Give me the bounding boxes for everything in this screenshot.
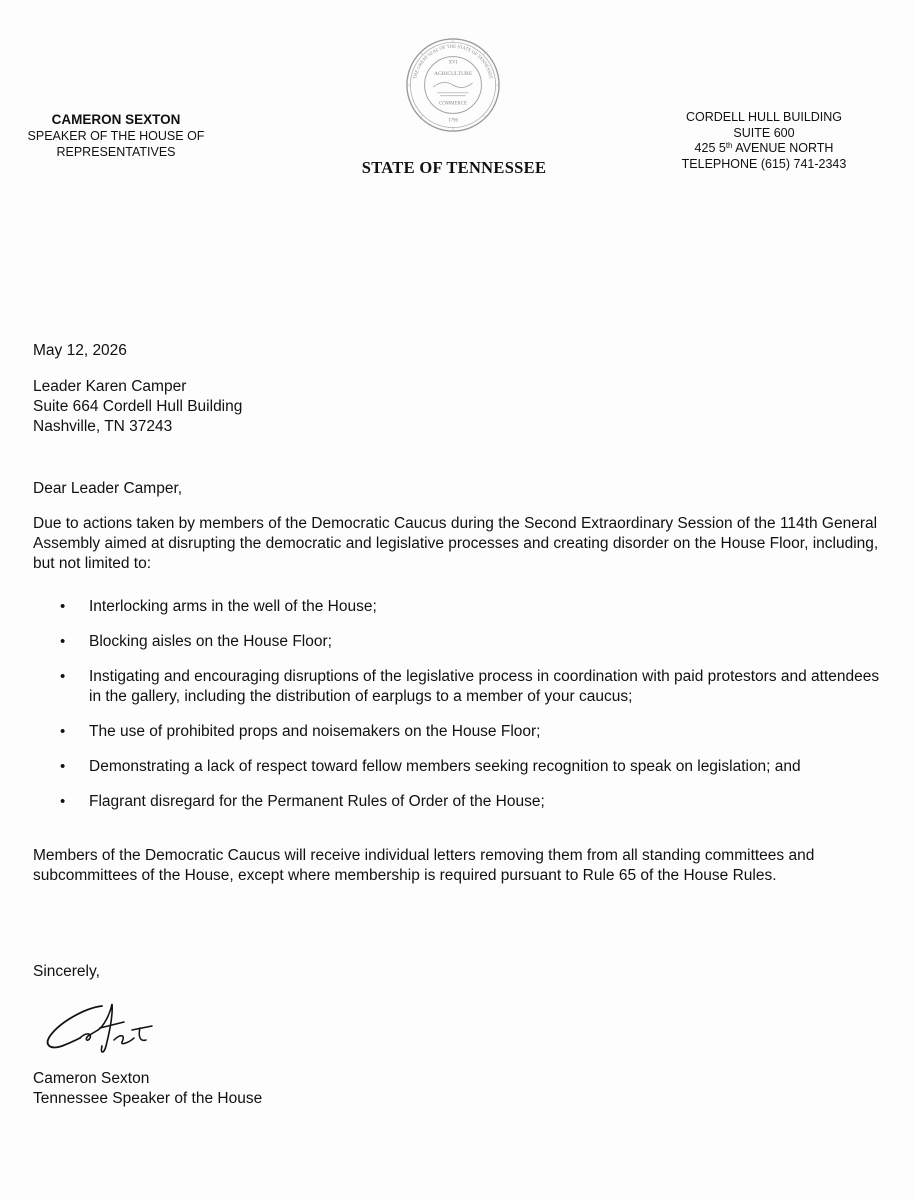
list-item (33, 667, 883, 707)
list-item-text: The use of prohibited props and noisemakers on the House Floor; (89, 723, 541, 740)
signer-name: Cameron Sexton (33, 1070, 150, 1087)
office-address-block (664, 110, 864, 172)
closing-paragraph: Members of the Democratic Caucus will receive individual letters removing them from all standing committees and subcommittees of the House, except where membership is required pursuant to Rule 65 of the House Rules. (33, 847, 815, 884)
bullet-icon: • (60, 723, 66, 740)
office-building: CORDELL HULL BUILDING (685, 110, 843, 124)
tennessee-state-seal (404, 36, 502, 134)
signer-block (33, 1069, 262, 1109)
list-item (33, 597, 883, 617)
seal-word-commerce: COMMERCE (439, 101, 467, 107)
recipient-suite: Suite 664 Cordell Hull Building (33, 398, 243, 415)
list-item (33, 632, 883, 652)
recipient-city: Nashville, TN 37243 (33, 418, 173, 435)
seal-motto: THE GREAT SEAL OF THE STATE OF TENNESSEE (413, 44, 493, 80)
recipient-name: Leader Karen Camper (33, 378, 187, 395)
bullet-icon: • (60, 793, 66, 810)
sender-name: CAMERON SEXTON (51, 112, 181, 127)
intro-paragraph: Due to actions taken by members of the Democratic Caucus during the Second Extraordinary Session of the 114th General Assembly aimed at disrupting the democratic and legislative processes and creating disorder on the House Floor, including, but not limited to: (33, 515, 879, 572)
list-item-text: Flagrant disregard for the Permanent Rules of Order of the House; (89, 793, 545, 810)
state-title: STATE OF TENNESSEE (361, 158, 547, 177)
list-item-text: Interlocking arms in the well of the House; (89, 598, 377, 615)
office-street-name: AVENUE NORTH (732, 141, 834, 155)
salutation: Dear Leader Camper, (33, 480, 183, 497)
valediction: Sincerely, (33, 963, 100, 980)
seal-word-agriculture: AGRICULTURE (433, 71, 473, 78)
office-street-ordinal: th (725, 141, 733, 150)
office-street (664, 141, 864, 157)
list-item (33, 722, 883, 742)
bullet-icon: • (60, 668, 66, 685)
sender-title-line2: REPRESENTATIVES (56, 145, 176, 159)
list-item-text: Demonstrating a lack of respect toward fellow members seeking recognition to speak on legislation; and (89, 758, 801, 775)
office-telephone: TELEPHONE (615) 741-2343 (681, 156, 847, 171)
list-item-text: Instigating and encouraging disruptions of the legislative process in coordination with paid protestors and attendees in the gallery, including the distribution of earplugs to a member of your caucus; (89, 668, 880, 705)
signer-title: Tennessee Speaker of the House (33, 1090, 263, 1107)
list-item (33, 757, 883, 777)
list-item (33, 792, 883, 812)
handwritten-signature (40, 996, 170, 1058)
recipient-address (33, 377, 242, 437)
sender-block (18, 112, 214, 160)
seal-year: 1796 (448, 118, 458, 124)
actions-list (33, 597, 883, 827)
bullet-icon: • (60, 758, 66, 775)
office-street-number: 425 5 (694, 141, 726, 155)
office-suite: SUITE 600 (733, 125, 795, 140)
list-item-text: Blocking aisles on the House Floor; (89, 633, 332, 650)
sender-title-line1: SPEAKER OF THE HOUSE OF (27, 129, 205, 143)
bullet-icon: • (60, 633, 66, 650)
letter-date: May 12, 2026 (33, 342, 127, 359)
seal-roman-numeral: XVI (448, 60, 458, 66)
bullet-icon: • (60, 598, 66, 615)
